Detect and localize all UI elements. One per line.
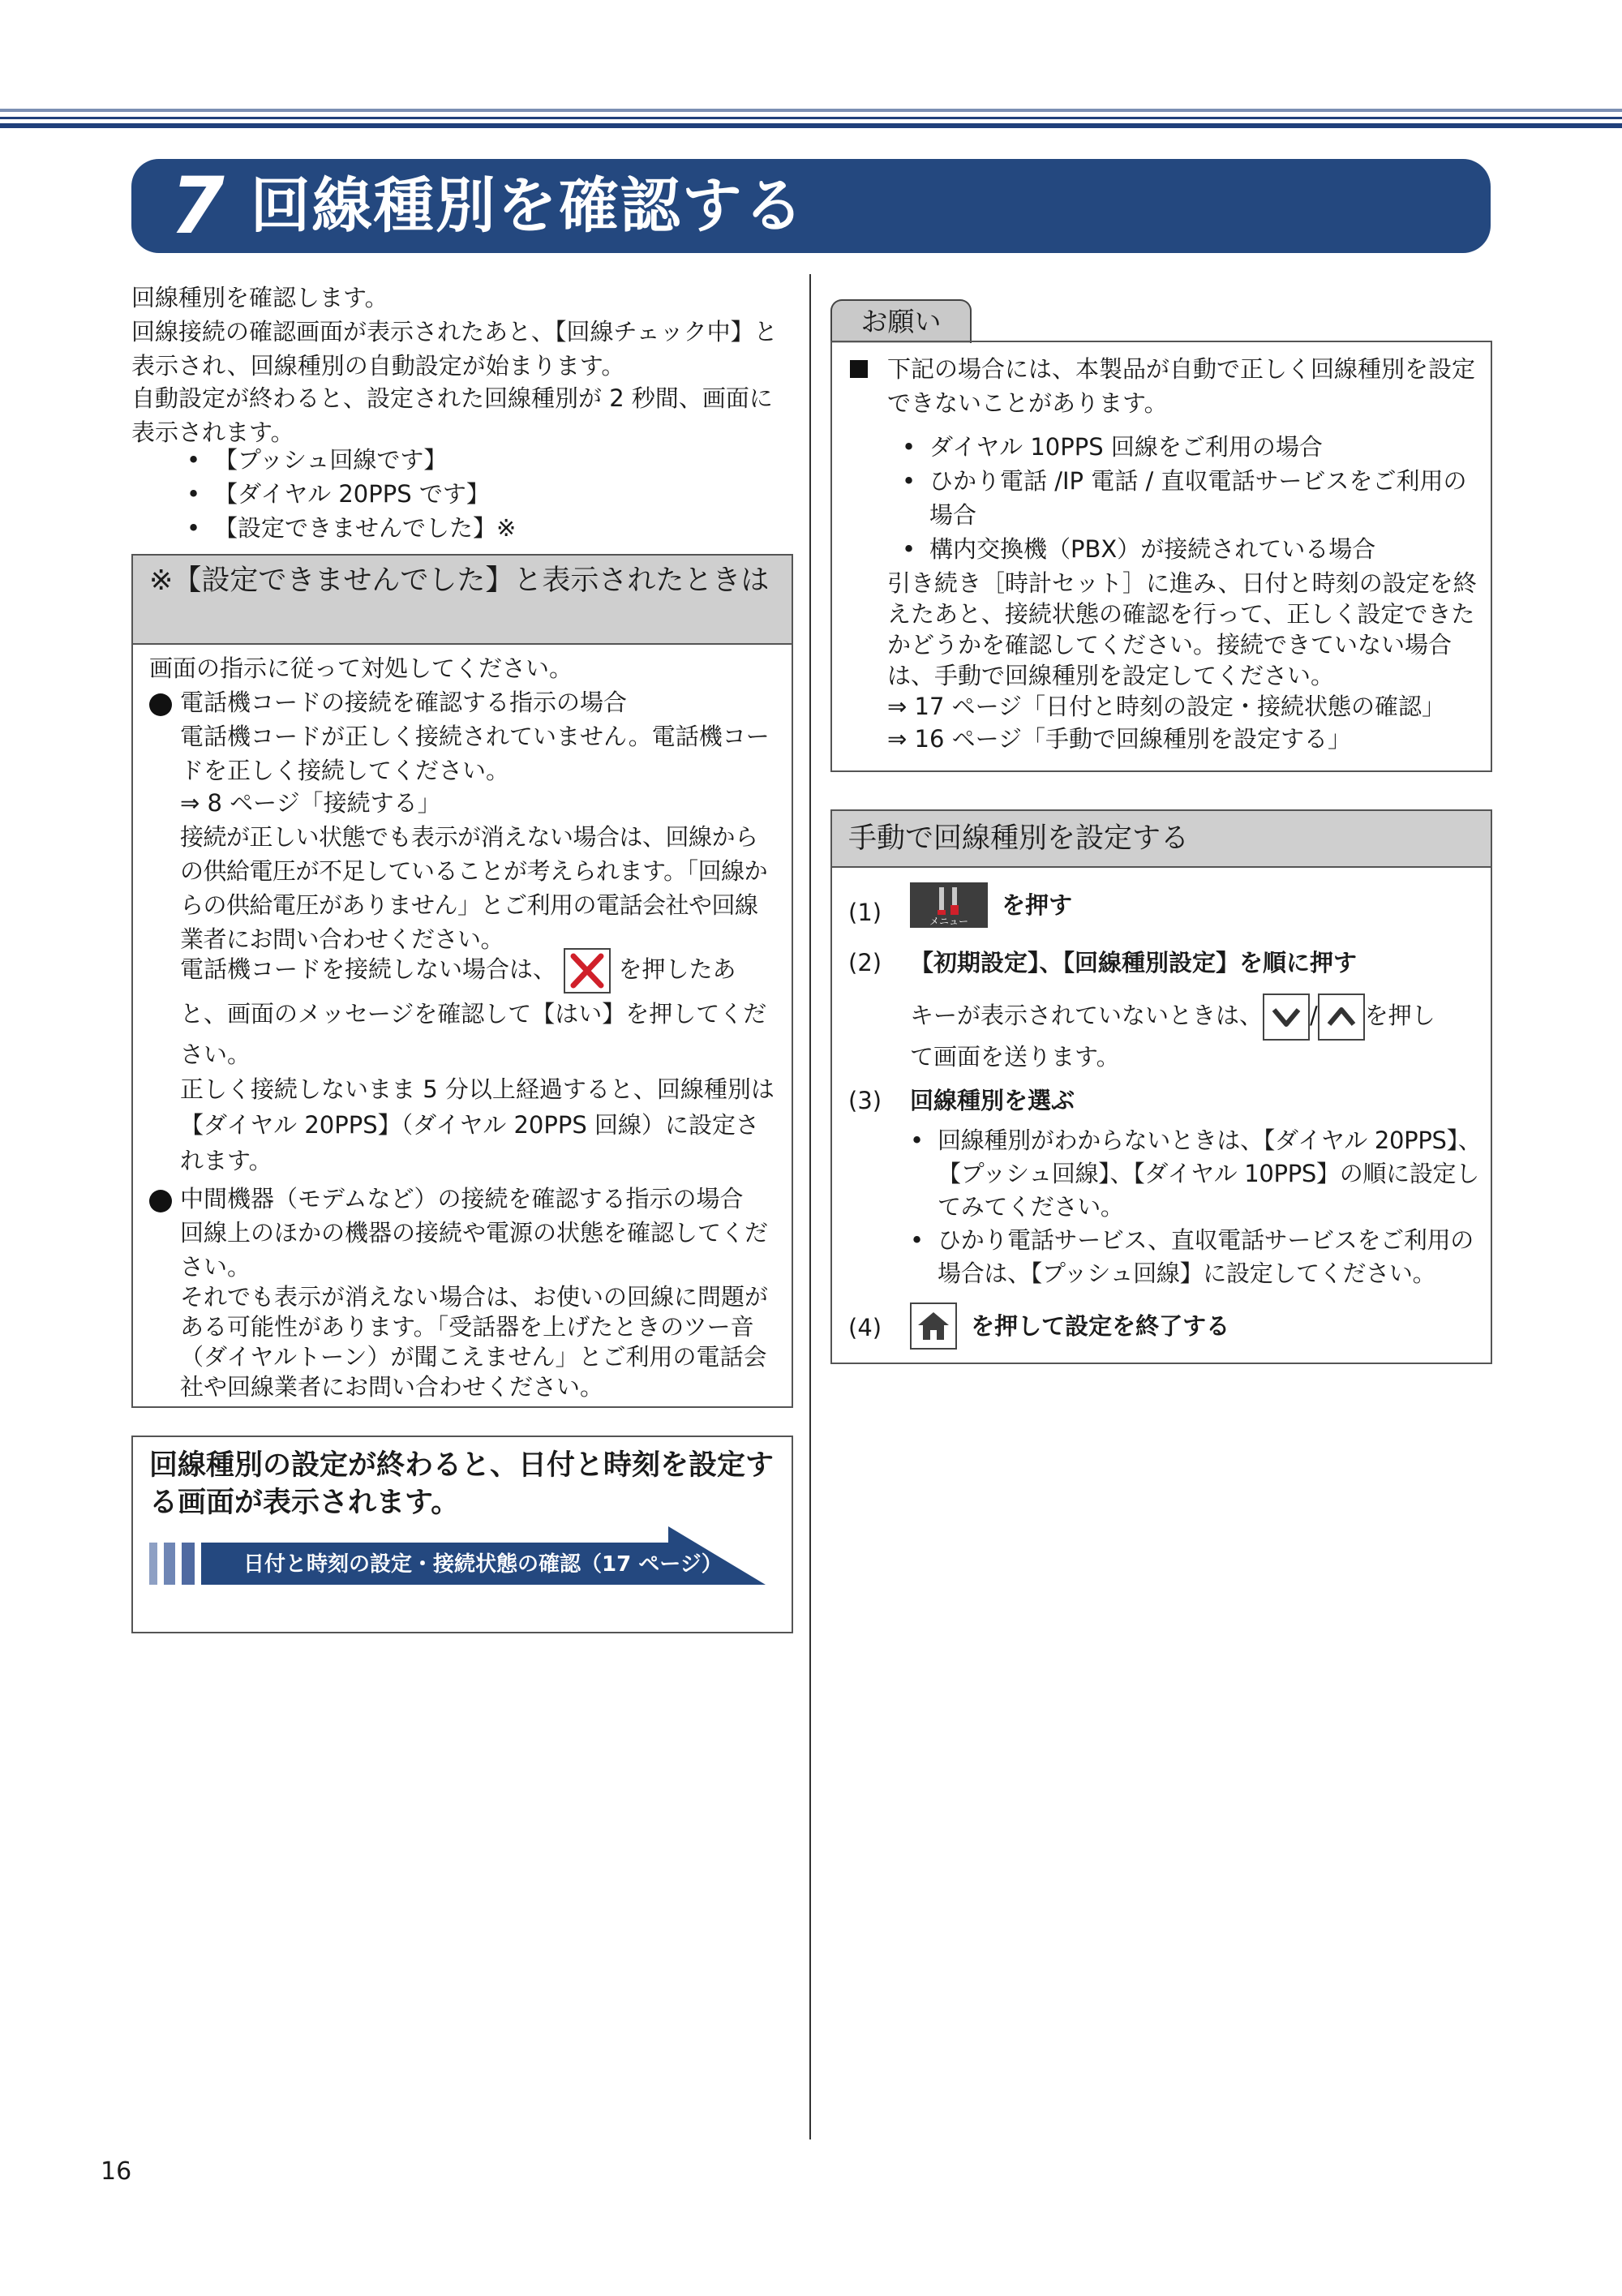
request-list bbox=[902, 430, 1479, 566]
request-tab: お願い bbox=[830, 299, 972, 343]
case1-text4: 正しく接続しないまま 5 分以上経過すると、回線種別は【ダイヤル 20PPS】（ダイヤル 20PPS 回線）に設定されます。 bbox=[180, 1075, 775, 1174]
case1-text2: 接続が正しい状態でも表示が消えない場合は、回線からの供給電圧が不足していることが考えられます。「回線からの供給電圧がありません」とご利用の電話会社や回線業者にお問い合わせください。 bbox=[180, 823, 768, 953]
list-item: • 【プッシュ回線です】 bbox=[187, 443, 803, 477]
note-box-header bbox=[133, 556, 792, 645]
list-item: • ひかり電話サービス、直収電話サービスをご利用の場合は、【プッシュ回線】に設定してください。 bbox=[910, 1224, 1487, 1290]
step2-note-c: て画面を送ります。 bbox=[910, 1043, 1120, 1071]
case2-text2: それでも表示が消えない場合は、お使いの回線に問題がある可能性があります。「受話器を上げたときのツー音（ダイヤルトーン）が聞こえません」とご利用の電話会社や回線業者にお問い合わせください。 bbox=[180, 1283, 769, 1401]
bullet-dot-icon bbox=[149, 1190, 172, 1212]
request-ref[interactable]: ⇒ 17 ページ「日付と時刻の設定・接続状態の確認」 bbox=[887, 693, 1446, 720]
header-rule bbox=[0, 117, 1622, 119]
next-step-link[interactable]: 日付と時刻の設定・接続状態の確認（17 ページ） bbox=[243, 1552, 723, 1577]
step3-list bbox=[910, 1124, 1487, 1290]
step2-text: 【初期設定】、【回線種別設定】を順に押す bbox=[910, 949, 1358, 976]
chapter-number: 7 bbox=[170, 161, 225, 251]
step2-note bbox=[910, 991, 1487, 1041]
menu-icon-label: メニュー bbox=[929, 916, 969, 927]
note-lead: 画面の指示に従って対処してください。 bbox=[149, 654, 573, 682]
step2-note-sep: / bbox=[1310, 1002, 1318, 1029]
case2-text: 回線上のほかの機器の接続や電源の状態を確認してください。 bbox=[180, 1219, 769, 1281]
step-number: (4) bbox=[848, 1314, 882, 1341]
step-number: (3) bbox=[848, 1087, 882, 1114]
tools-menu-icon bbox=[910, 882, 988, 928]
next-step-title: 回線種別の設定が終わると、日付と時刻を設定する画面が表示されます。 bbox=[149, 1449, 775, 1519]
not-configured-note-box bbox=[131, 554, 793, 1408]
manual-setting-title: 手動で回線種別を設定する bbox=[848, 822, 1190, 855]
header-rule bbox=[0, 109, 1622, 112]
step-number: (2) bbox=[848, 949, 882, 976]
note-box-title: ※【設定できませんでした】と表示されたときは bbox=[149, 564, 770, 597]
step2-note-a: キーが表示されていないときは、 bbox=[910, 1002, 1264, 1029]
intro-line: 自動設定が終わると、設定された回線種別が 2 秒間、画面に表示されます。 bbox=[131, 384, 773, 446]
chapter-banner bbox=[131, 159, 1491, 253]
intro-line: 回線接続の確認画面が表示されたあと、【回線チェック中】と表示され、回線種別の自動設定が始まります。 bbox=[131, 318, 778, 380]
x-icon bbox=[564, 948, 611, 994]
request-text: 引き続き［時計セット］に進み、日付と時刻の設定を終えたあと、接続状態の確認を行って、正しく設定できたかどうかを確認してください。接続できていない場合は、手動で回線種別を設定してください。 bbox=[887, 569, 1477, 689]
square-bullet-icon bbox=[850, 360, 868, 378]
list-item: • 構内交換機（PBX）が接続されている場合 bbox=[902, 532, 1479, 566]
chevron-up-icon bbox=[1318, 994, 1365, 1041]
step1-text: を押す bbox=[1002, 891, 1073, 919]
case1-text: 電話機コードが正しく接続されていません。電話機コードを正しく接続してください。 bbox=[180, 723, 770, 784]
home-icon bbox=[910, 1302, 957, 1350]
case1-title: 電話機コードの接続を確認する指示の場合 bbox=[180, 689, 628, 716]
step-number: (1) bbox=[848, 899, 882, 926]
case1-text3b: を押したあと、画面のメッセージを確認して【はい】を押してください。 bbox=[180, 955, 767, 1068]
bullet-dot-icon bbox=[149, 693, 172, 716]
step4-row bbox=[910, 1302, 1229, 1350]
case2-title: 中間機器（モデムなど）の接続を確認する指示の場合 bbox=[180, 1185, 744, 1212]
column-divider bbox=[809, 274, 811, 2139]
chapter-title: 回線種別を確認する bbox=[250, 171, 805, 241]
manual-setting-box bbox=[830, 809, 1492, 1364]
manual-setting-header bbox=[832, 811, 1491, 868]
step1-row bbox=[910, 882, 1072, 928]
result-list bbox=[187, 443, 803, 545]
list-item: • ひかり電話 /IP 電話 / 直収電話サービスをご利用の場合 bbox=[902, 464, 1479, 532]
request-lead: 下記の場合には、本製品が自動で正しく回線種別を設定できないことがあります。 bbox=[887, 355, 1476, 417]
page-number: 16 bbox=[101, 2157, 132, 2186]
request-box bbox=[830, 341, 1492, 772]
list-item: • 【設定できませんでした】※ bbox=[187, 511, 803, 545]
case1-text3 bbox=[180, 948, 780, 1075]
header-rule bbox=[0, 123, 1622, 128]
case1-ref: ⇒ 8 ページ「接続する」 bbox=[180, 789, 441, 817]
request-ref[interactable]: ⇒ 16 ページ「手動で回線種別を設定する」 bbox=[887, 725, 1352, 753]
step3-text: 回線種別を選ぶ bbox=[910, 1087, 1075, 1114]
list-item: • 回線種別がわからないときは、【ダイヤル 20PPS】、【プッシュ回線】、【ダイヤル 10PPS】の順に設定してみてください。 bbox=[910, 1124, 1487, 1224]
step2-note-b: を押し bbox=[1364, 1002, 1435, 1029]
intro-line: 回線種別を確認します。 bbox=[131, 284, 388, 311]
step4-text: を押して設定を終了する bbox=[971, 1312, 1230, 1340]
case1-text3a: 電話機コードを接続しない場合は、 bbox=[180, 955, 557, 983]
next-step-box bbox=[131, 1436, 793, 1633]
list-item: • 【ダイヤル 20PPS です】 bbox=[187, 477, 803, 511]
list-item: • ダイヤル 10PPS 回線をご利用の場合 bbox=[902, 430, 1479, 464]
chevron-down-icon bbox=[1263, 994, 1310, 1041]
